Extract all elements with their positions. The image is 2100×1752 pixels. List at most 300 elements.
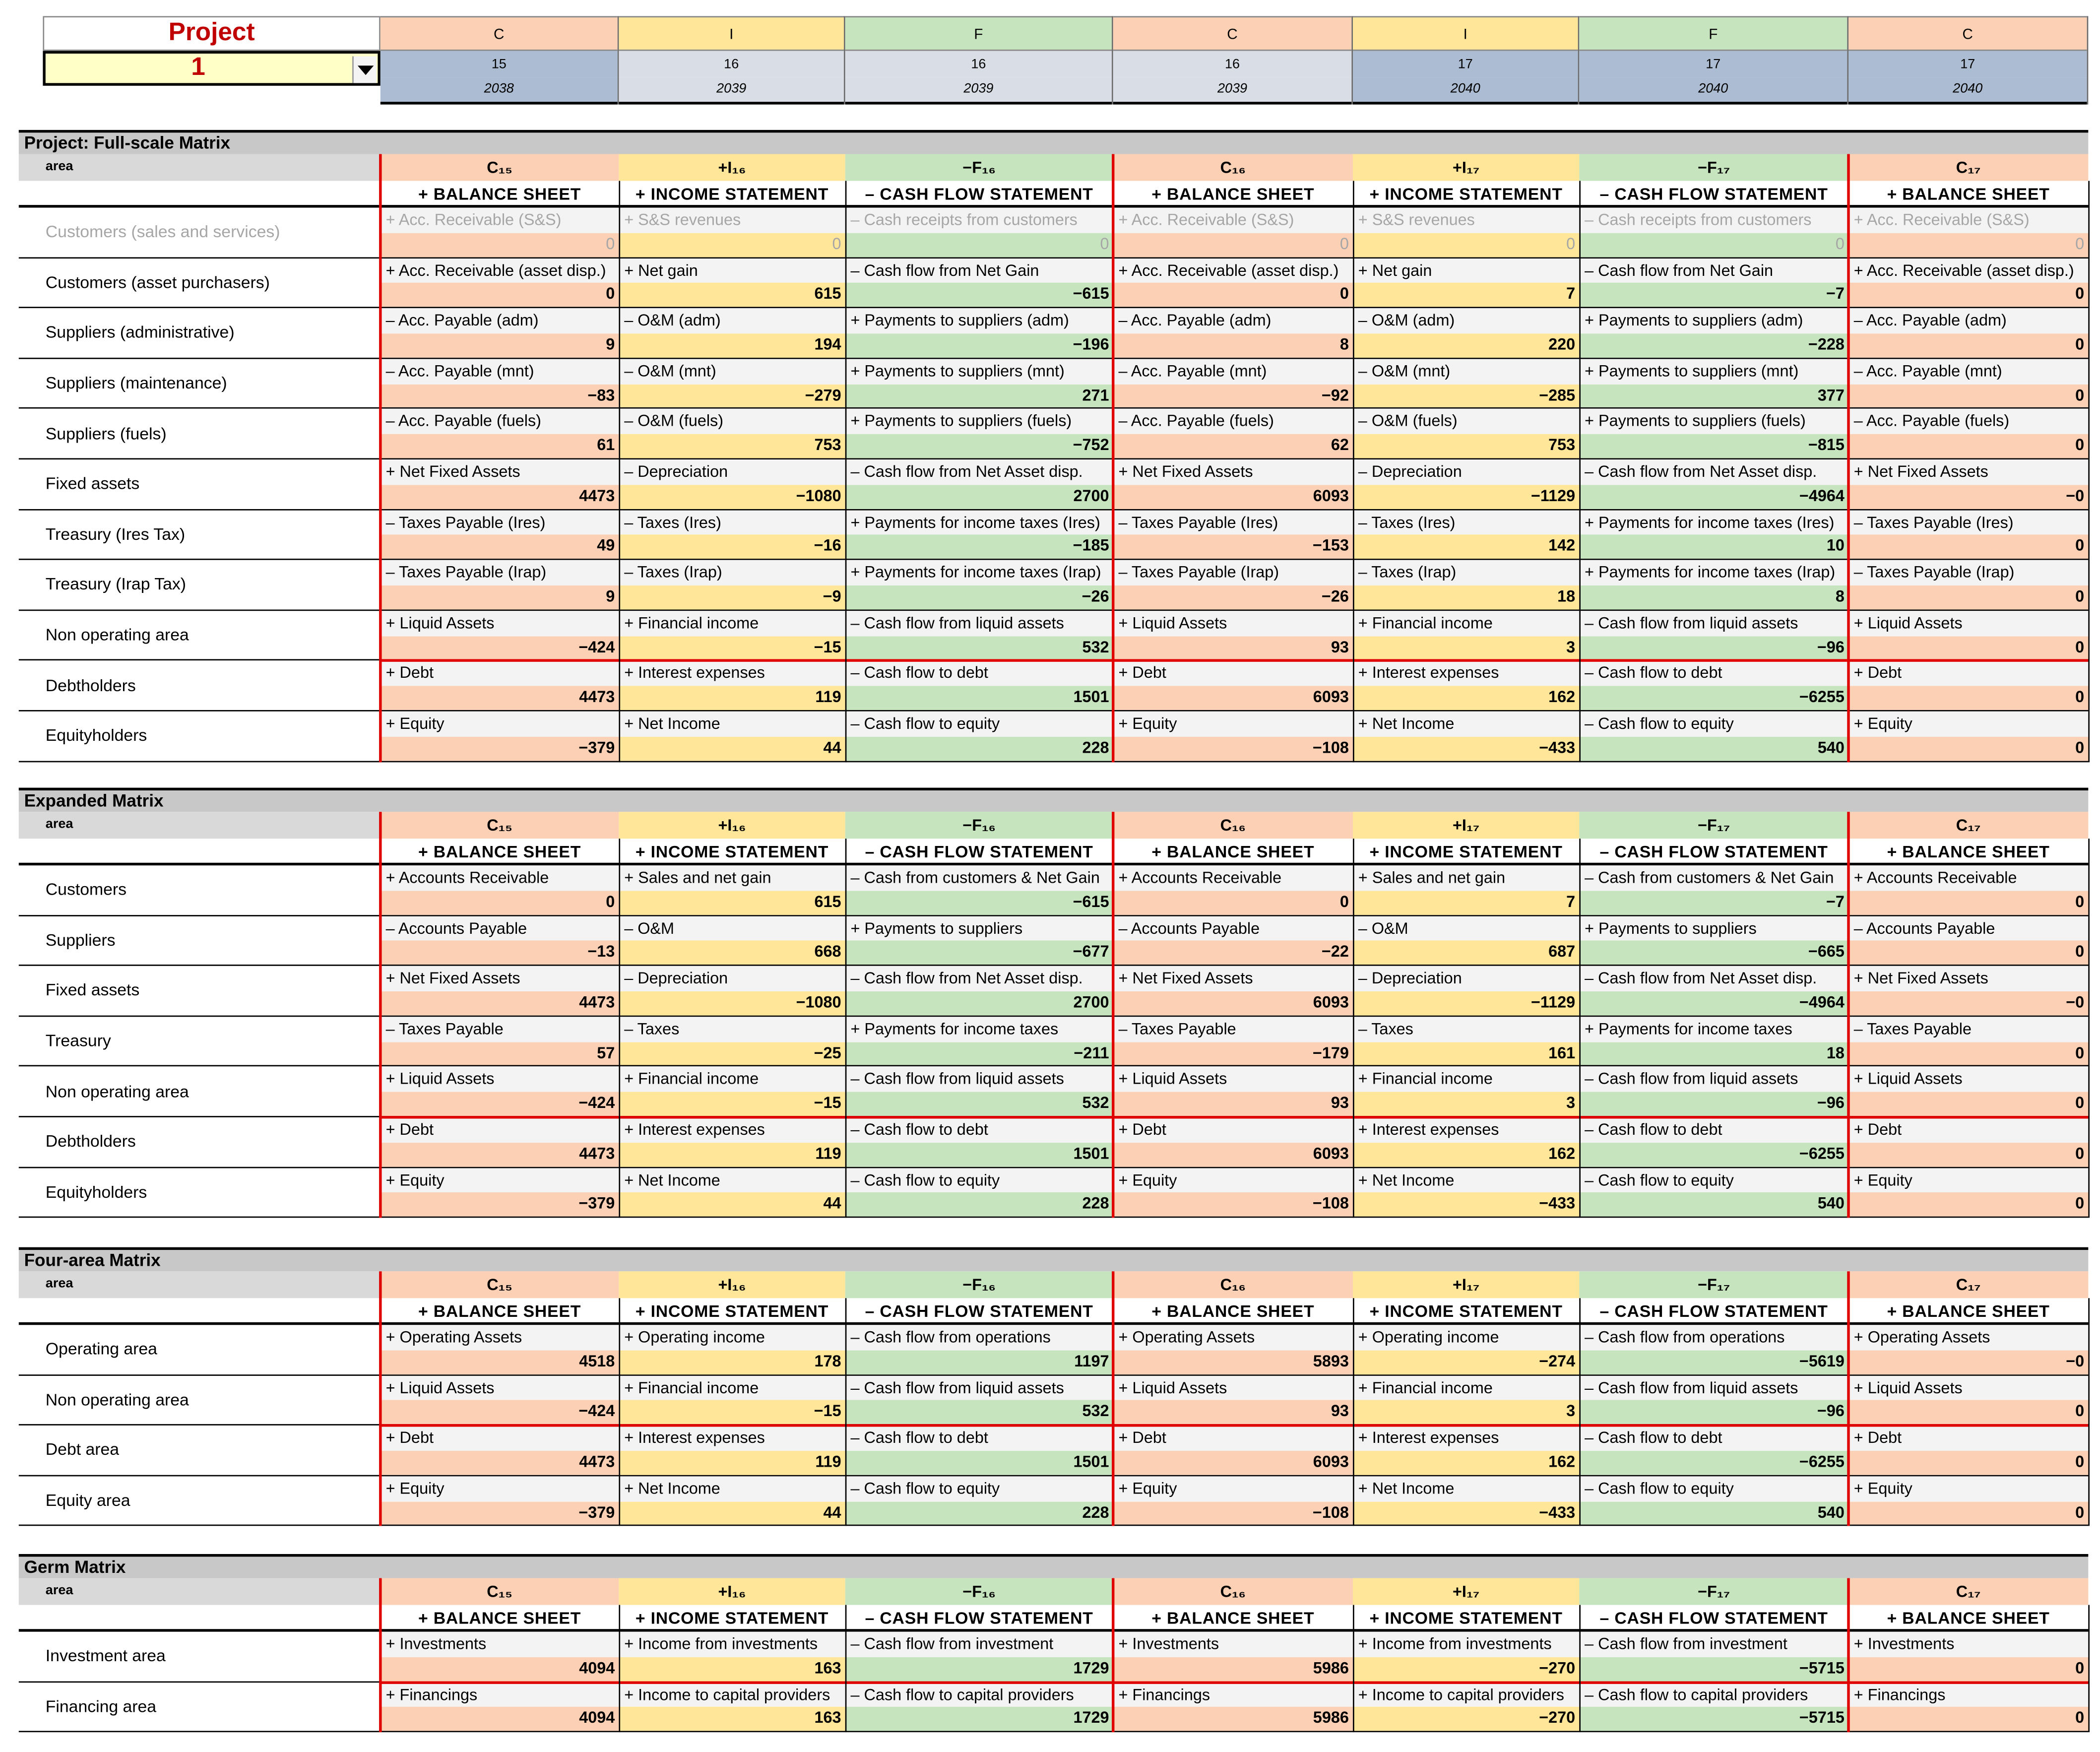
cell-account: + Income from investments bbox=[1353, 1632, 1579, 1657]
statement-title: + INCOME STATEMENT bbox=[1369, 185, 1563, 204]
table-row bbox=[19, 661, 2089, 712]
matrix-cell[interactable] bbox=[1848, 1476, 2088, 1527]
matrix-cell[interactable] bbox=[1113, 258, 1353, 309]
matrix-cell[interactable] bbox=[381, 611, 619, 661]
matrix-cell[interactable] bbox=[1113, 916, 1353, 967]
matrix-cell[interactable] bbox=[381, 916, 619, 967]
cell-value: −815 bbox=[1579, 434, 1848, 458]
matrix-cell[interactable] bbox=[1353, 560, 1579, 611]
matrix-cell[interactable] bbox=[845, 409, 1113, 460]
matrix-cell[interactable] bbox=[845, 1426, 1113, 1476]
separator-line bbox=[381, 1116, 2089, 1118]
cell-account: + Equity bbox=[1848, 1168, 2088, 1193]
matrix-cell[interactable] bbox=[1113, 208, 1353, 259]
cell-account: – Taxes (Irap) bbox=[619, 560, 845, 585]
matrix-cell[interactable] bbox=[1353, 510, 1579, 561]
matrix-cell[interactable] bbox=[619, 1067, 845, 1117]
column-period: 16 bbox=[845, 51, 1112, 78]
matrix-cell[interactable] bbox=[1848, 1067, 2088, 1117]
matrix-cell[interactable] bbox=[1579, 409, 1848, 460]
matrix-cell[interactable] bbox=[1579, 1426, 1848, 1476]
table-row bbox=[19, 359, 2089, 409]
matrix-cell[interactable] bbox=[1353, 1325, 1579, 1375]
matrix-cell[interactable] bbox=[1579, 510, 1848, 561]
matrix-cell[interactable] bbox=[1353, 661, 1579, 712]
matrix-cell[interactable] bbox=[381, 510, 619, 561]
matrix-cell[interactable] bbox=[619, 1632, 845, 1683]
matrix-cell[interactable] bbox=[1353, 208, 1579, 259]
cell-value: −4964 bbox=[1579, 991, 1848, 1015]
cell-value: 1729 bbox=[845, 1657, 1113, 1681]
matrix-cell[interactable] bbox=[1113, 865, 1353, 916]
table-row bbox=[19, 258, 2089, 309]
matrix-cell[interactable] bbox=[1113, 1117, 1353, 1168]
matrix-cell[interactable] bbox=[1579, 916, 1848, 967]
matrix-cell[interactable] bbox=[619, 258, 845, 309]
matrix-cell[interactable] bbox=[381, 661, 619, 712]
cell-value: 0 bbox=[1848, 686, 2088, 710]
matrix-cell[interactable] bbox=[1848, 1168, 2088, 1218]
cell-account: – Taxes Payable (Ires) bbox=[1113, 510, 1353, 535]
matrix-cell[interactable] bbox=[845, 1632, 1113, 1683]
matrix-cell[interactable] bbox=[1353, 865, 1579, 916]
matrix-cell[interactable] bbox=[845, 560, 1113, 611]
matrix-cell[interactable] bbox=[1353, 1476, 1579, 1527]
cell-value: 0 bbox=[1113, 233, 1353, 257]
matrix-body bbox=[19, 865, 2089, 1218]
statement-title: + BALANCE SHEET bbox=[1887, 1302, 2050, 1321]
matrix-cell[interactable] bbox=[619, 1017, 845, 1067]
matrix-cell[interactable] bbox=[381, 258, 619, 309]
matrix-cell[interactable] bbox=[1848, 208, 2088, 259]
cell-account: + Liquid Assets bbox=[381, 1375, 619, 1401]
matrix-cell[interactable] bbox=[1848, 1375, 2088, 1426]
matrix-cell[interactable] bbox=[619, 865, 845, 916]
matrix-cell[interactable] bbox=[381, 1017, 619, 1067]
matrix-cell[interactable] bbox=[1579, 865, 1848, 916]
matrix-cell[interactable] bbox=[1113, 1632, 1353, 1683]
matrix-cell[interactable] bbox=[1848, 1017, 2088, 1067]
column-divider bbox=[2088, 181, 2090, 762]
matrix-cell[interactable] bbox=[1848, 1632, 2088, 1683]
matrix-cell[interactable] bbox=[845, 1682, 1113, 1733]
matrix-cell[interactable] bbox=[845, 258, 1113, 309]
cell-value: 271 bbox=[845, 384, 1113, 408]
matrix-cell[interactable] bbox=[1113, 611, 1353, 661]
matrix-cell[interactable] bbox=[619, 1117, 845, 1168]
matrix-cell[interactable] bbox=[845, 966, 1113, 1017]
matrix-cell[interactable] bbox=[381, 1632, 619, 1683]
matrix-cell[interactable] bbox=[1579, 1325, 1848, 1375]
matrix-cell[interactable] bbox=[1848, 510, 2088, 561]
cell-account: – Acc. Payable (mnt) bbox=[381, 359, 619, 384]
column-divider bbox=[619, 181, 620, 762]
column-type: F bbox=[1579, 16, 1847, 51]
period-divider bbox=[1112, 1578, 1114, 1733]
period-divider bbox=[1112, 154, 1114, 762]
matrix-cell[interactable] bbox=[1113, 309, 1353, 359]
matrix-cell[interactable] bbox=[1353, 1117, 1579, 1168]
table-row bbox=[19, 409, 2089, 460]
column-head: C₁₇ bbox=[1848, 812, 2088, 839]
matrix-cell[interactable] bbox=[1848, 560, 2088, 611]
matrix-cell[interactable] bbox=[1848, 258, 2088, 309]
statement-title: + INCOME STATEMENT bbox=[1369, 1302, 1563, 1321]
matrix-cell[interactable] bbox=[381, 1426, 619, 1476]
matrix-cell[interactable] bbox=[619, 309, 845, 359]
cell-account: + Debt bbox=[1113, 1117, 1353, 1143]
cell-account: – Cash flow from Net Asset disp. bbox=[1579, 459, 1848, 485]
cell-account: + Liquid Assets bbox=[1113, 611, 1353, 636]
period-column bbox=[1579, 16, 1848, 104]
matrix-cell[interactable] bbox=[845, 611, 1113, 661]
table-row bbox=[19, 1017, 2089, 1067]
matrix-cell[interactable] bbox=[1113, 1325, 1353, 1375]
matrix-cell[interactable] bbox=[1113, 359, 1353, 409]
matrix-cell[interactable] bbox=[1353, 1426, 1579, 1476]
matrix-cell[interactable] bbox=[381, 359, 619, 409]
matrix-cell[interactable] bbox=[1848, 611, 2088, 661]
matrix-cell[interactable] bbox=[1579, 661, 1848, 712]
matrix-cell[interactable] bbox=[381, 1067, 619, 1117]
matrix-cell[interactable] bbox=[619, 1168, 845, 1218]
column-head: +I₁₇ bbox=[1353, 154, 1579, 181]
cell-value: 0 bbox=[1113, 891, 1353, 914]
matrix-cell[interactable] bbox=[1848, 409, 2088, 460]
matrix-cell[interactable] bbox=[1848, 966, 2088, 1017]
cell-value: −274 bbox=[1353, 1350, 1579, 1374]
cell-account: + Interest expenses bbox=[1353, 661, 1579, 686]
cell-value: 532 bbox=[845, 1092, 1113, 1116]
cell-account: + Net Fixed Assets bbox=[381, 966, 619, 991]
matrix-cell[interactable] bbox=[1848, 1117, 2088, 1168]
matrix-cell[interactable] bbox=[1113, 459, 1353, 510]
area-header-row bbox=[19, 154, 2089, 181]
matrix-cell[interactable] bbox=[1113, 712, 1353, 762]
matrix-cell[interactable] bbox=[381, 1168, 619, 1218]
cell-account: + S&S revenues bbox=[619, 208, 845, 233]
matrix-cell[interactable] bbox=[845, 208, 1113, 259]
matrix-cell[interactable] bbox=[381, 409, 619, 460]
cell-account: – Cash flow from liquid assets bbox=[845, 1067, 1113, 1092]
matrix-cell[interactable] bbox=[1579, 459, 1848, 510]
matrix-cell[interactable] bbox=[845, 1375, 1113, 1426]
cell-value: 93 bbox=[1113, 636, 1353, 659]
cell-value: 93 bbox=[1113, 1092, 1353, 1116]
cell-account: + Liquid Assets bbox=[1113, 1067, 1353, 1092]
matrix-cell[interactable] bbox=[1579, 309, 1848, 359]
cell-account: + Acc. Receivable (S&S) bbox=[1848, 208, 2088, 233]
cell-account: + Financial income bbox=[619, 1375, 845, 1401]
matrix-cell[interactable] bbox=[1579, 611, 1848, 661]
cell-value: −279 bbox=[619, 384, 845, 408]
matrix-cell[interactable] bbox=[1353, 611, 1579, 661]
matrix-cell[interactable] bbox=[381, 560, 619, 611]
matrix-cell[interactable] bbox=[845, 459, 1113, 510]
column-head: +I₁₆ bbox=[619, 812, 845, 839]
matrix-cell[interactable] bbox=[845, 661, 1113, 712]
column-year: 2039 bbox=[619, 78, 844, 105]
cell-account: + Payments to suppliers bbox=[1579, 916, 1848, 941]
matrix-cell[interactable] bbox=[619, 611, 845, 661]
cell-account: – Cash flow from Net Asset disp. bbox=[1579, 966, 1848, 991]
cell-value: 1197 bbox=[845, 1350, 1113, 1374]
matrix-cell[interactable] bbox=[619, 661, 845, 712]
matrix-cell[interactable] bbox=[1579, 1476, 1848, 1527]
matrix-cell[interactable] bbox=[1353, 966, 1579, 1017]
matrix-cell[interactable] bbox=[1353, 1168, 1579, 1218]
cell-value: 7 bbox=[1353, 283, 1579, 307]
matrix-cell[interactable] bbox=[1353, 712, 1579, 762]
cell-account: – Cash flow from liquid assets bbox=[1579, 611, 1848, 636]
cell-value: 162 bbox=[1353, 686, 1579, 710]
cell-value: −0 bbox=[1848, 485, 2088, 509]
cell-value: 4473 bbox=[381, 1143, 619, 1167]
cell-value: −615 bbox=[845, 891, 1113, 914]
matrix-cell[interactable] bbox=[619, 359, 845, 409]
cell-account: – Cash flow from liquid assets bbox=[845, 611, 1113, 636]
cell-account: – Accounts Payable bbox=[1848, 916, 2088, 941]
matrix-cell[interactable] bbox=[619, 208, 845, 259]
cell-value: 0 bbox=[1848, 941, 2088, 965]
period-divider bbox=[1847, 154, 1849, 762]
matrix-cell[interactable] bbox=[619, 966, 845, 1017]
matrix-cell[interactable] bbox=[381, 1117, 619, 1168]
cell-account: + Equity bbox=[1113, 1476, 1353, 1501]
matrix-cell[interactable] bbox=[1353, 1682, 1579, 1733]
matrix-cell[interactable] bbox=[381, 1325, 619, 1375]
matrix-cell[interactable] bbox=[1848, 309, 2088, 359]
matrix-cell[interactable] bbox=[381, 459, 619, 510]
cell-value: 6093 bbox=[1113, 991, 1353, 1015]
matrix-cell[interactable] bbox=[845, 1067, 1113, 1117]
matrix-cell[interactable] bbox=[1848, 712, 2088, 762]
matrix-cell[interactable] bbox=[381, 865, 619, 916]
cell-value: 162 bbox=[1353, 1451, 1579, 1475]
matrix-cell[interactable] bbox=[1579, 208, 1848, 259]
statement-title: – CASH FLOW STATEMENT bbox=[1599, 843, 1828, 862]
matrix-cell[interactable] bbox=[845, 865, 1113, 916]
cell-account: + Investments bbox=[1848, 1632, 2088, 1657]
matrix-cell[interactable] bbox=[381, 966, 619, 1017]
dropdown-arrow-icon[interactable] bbox=[352, 56, 377, 83]
matrix-cell[interactable] bbox=[1848, 865, 2088, 916]
matrix-cell[interactable] bbox=[619, 459, 845, 510]
cell-account: + Income to capital providers bbox=[1353, 1682, 1579, 1707]
matrix-cell[interactable] bbox=[845, 510, 1113, 561]
matrix-cell[interactable] bbox=[381, 208, 619, 259]
matrix-cell[interactable] bbox=[1113, 560, 1353, 611]
cell-value: 163 bbox=[619, 1707, 845, 1731]
cell-value: 540 bbox=[1579, 1501, 1848, 1525]
matrix-cell[interactable] bbox=[381, 1682, 619, 1733]
matrix-cell[interactable] bbox=[1113, 966, 1353, 1017]
cell-value: 220 bbox=[1353, 333, 1579, 357]
matrix-cell[interactable] bbox=[1848, 916, 2088, 967]
matrix-cell[interactable] bbox=[1113, 1426, 1353, 1476]
period-column bbox=[845, 16, 1113, 104]
cell-account: – Acc. Payable (mnt) bbox=[1848, 359, 2088, 384]
matrix-cell[interactable] bbox=[619, 1375, 845, 1426]
column-head: C₁₆ bbox=[1113, 154, 1353, 181]
column-head: +I₁₇ bbox=[1353, 812, 1579, 839]
statement-title: + BALANCE SHEET bbox=[1151, 185, 1315, 204]
matrix-cell[interactable] bbox=[845, 916, 1113, 967]
matrix-cell[interactable] bbox=[1113, 1017, 1353, 1067]
table-row bbox=[19, 1168, 2089, 1218]
cell-value: 3 bbox=[1353, 1401, 1579, 1425]
cell-value: 18 bbox=[1579, 1042, 1848, 1066]
matrix-cell[interactable] bbox=[1579, 1375, 1848, 1426]
row-label: Suppliers (fuels) bbox=[19, 409, 381, 460]
matrix-cell[interactable] bbox=[845, 1117, 1113, 1168]
matrix-cell[interactable] bbox=[1353, 916, 1579, 967]
section-title: Germ Matrix bbox=[19, 1554, 2089, 1578]
matrix-cell[interactable] bbox=[1848, 459, 2088, 510]
matrix-cell[interactable] bbox=[1113, 1375, 1353, 1426]
matrix-cell[interactable] bbox=[845, 309, 1113, 359]
matrix-body bbox=[19, 1325, 2089, 1526]
matrix-cell[interactable] bbox=[619, 1325, 845, 1375]
matrix-cell[interactable] bbox=[1848, 1325, 2088, 1375]
matrix-cell[interactable] bbox=[619, 409, 845, 460]
matrix-cell[interactable] bbox=[1113, 1476, 1353, 1527]
matrix-cell[interactable] bbox=[619, 560, 845, 611]
matrix-cell[interactable] bbox=[1113, 1168, 1353, 1218]
matrix-cell[interactable] bbox=[845, 1168, 1113, 1218]
matrix-cell[interactable] bbox=[619, 916, 845, 967]
matrix-cell[interactable] bbox=[1113, 1682, 1353, 1733]
matrix-cell[interactable] bbox=[1113, 510, 1353, 561]
matrix-cell[interactable] bbox=[1579, 712, 1848, 762]
cell-account: + Net gain bbox=[1353, 258, 1579, 283]
row-label: Investment area bbox=[19, 1632, 381, 1683]
matrix-cell[interactable] bbox=[1353, 1375, 1579, 1426]
row-label: Treasury bbox=[19, 1017, 381, 1067]
cell-value: 2700 bbox=[845, 991, 1113, 1015]
matrix-cell[interactable] bbox=[619, 510, 845, 561]
matrix-cell[interactable] bbox=[1579, 1682, 1848, 1733]
matrix-cell[interactable] bbox=[1113, 661, 1353, 712]
column-type: C bbox=[381, 16, 618, 51]
matrix-cell[interactable] bbox=[1579, 359, 1848, 409]
matrix-cell[interactable] bbox=[1113, 1067, 1353, 1117]
cell-value: 228 bbox=[845, 736, 1113, 760]
matrix-cell[interactable] bbox=[619, 1426, 845, 1476]
column-year: 2040 bbox=[1579, 78, 1847, 105]
column-divider bbox=[845, 181, 847, 762]
cell-value: −83 bbox=[381, 384, 619, 408]
cell-account: – Cash flow to capital providers bbox=[845, 1682, 1113, 1707]
cell-value: −615 bbox=[845, 283, 1113, 307]
matrix-cell[interactable] bbox=[1579, 1632, 1848, 1683]
cell-account: – Acc. Payable (fuels) bbox=[1113, 409, 1353, 435]
table-row bbox=[19, 1426, 2089, 1476]
matrix-cell[interactable] bbox=[1353, 1017, 1579, 1067]
matrix-cell[interactable] bbox=[619, 1476, 845, 1527]
matrix-cell[interactable] bbox=[1353, 1632, 1579, 1683]
matrix-cell[interactable] bbox=[1848, 359, 2088, 409]
matrix-cell[interactable] bbox=[381, 309, 619, 359]
matrix-cell[interactable] bbox=[1848, 1682, 2088, 1733]
cell-value: 0 bbox=[381, 283, 619, 307]
matrix-cell[interactable] bbox=[1848, 661, 2088, 712]
column-head: −F₁₆ bbox=[845, 1271, 1113, 1298]
cell-value: 0 bbox=[1848, 1707, 2088, 1731]
cell-value: −1080 bbox=[619, 991, 845, 1015]
matrix-cell[interactable] bbox=[619, 712, 845, 762]
matrix-cell[interactable] bbox=[1579, 1168, 1848, 1218]
cell-account: + Financings bbox=[1848, 1682, 2088, 1707]
matrix-cell[interactable] bbox=[381, 712, 619, 762]
cell-value: 0 bbox=[1848, 535, 2088, 559]
area-header-row bbox=[19, 812, 2089, 839]
matrix-cell[interactable] bbox=[381, 1476, 619, 1527]
matrix-cell[interactable] bbox=[1579, 1067, 1848, 1117]
cell-account: – Cash from customers & Net Gain bbox=[1579, 865, 1848, 891]
cell-account: – Acc. Payable (adm) bbox=[1848, 309, 2088, 334]
cell-account: + Net Fixed Assets bbox=[1113, 459, 1353, 485]
matrix-cell[interactable] bbox=[845, 359, 1113, 409]
matrix-cell[interactable] bbox=[1579, 966, 1848, 1017]
cell-value: 0 bbox=[1848, 283, 2088, 307]
matrix-cell[interactable] bbox=[1353, 459, 1579, 510]
cell-value: −379 bbox=[381, 1501, 619, 1525]
matrix-cell[interactable] bbox=[1113, 409, 1353, 460]
matrix-cell[interactable] bbox=[845, 712, 1113, 762]
cell-value: 93 bbox=[1113, 1401, 1353, 1425]
cell-account: + Financings bbox=[1113, 1682, 1353, 1707]
matrix-cell[interactable] bbox=[845, 1476, 1113, 1527]
period-column bbox=[1353, 16, 1579, 104]
project-select[interactable] bbox=[43, 51, 380, 86]
column-head: +I₁₆ bbox=[619, 154, 845, 181]
matrix-cell[interactable] bbox=[1353, 409, 1579, 460]
matrix-cell[interactable] bbox=[845, 1325, 1113, 1375]
cell-account: + Income from investments bbox=[619, 1632, 845, 1657]
matrix-cell[interactable] bbox=[1579, 560, 1848, 611]
matrix-cell[interactable] bbox=[619, 1682, 845, 1733]
cell-value: 8 bbox=[1579, 585, 1848, 609]
matrix-cell[interactable] bbox=[845, 1017, 1113, 1067]
column-year: 2038 bbox=[381, 78, 618, 105]
matrix-cell[interactable] bbox=[1579, 1117, 1848, 1168]
matrix-cell[interactable] bbox=[1353, 258, 1579, 309]
matrix-cell[interactable] bbox=[1353, 1067, 1579, 1117]
cell-account: – Acc. Payable (mnt) bbox=[1113, 359, 1353, 384]
matrix-body bbox=[19, 1632, 2089, 1733]
cell-account: + Financial income bbox=[619, 1067, 845, 1092]
cell-account: – Cash flow to equity bbox=[845, 1476, 1113, 1501]
matrix-cell[interactable] bbox=[1848, 1426, 2088, 1476]
cell-value: 0 bbox=[1848, 233, 2088, 257]
cell-value: −26 bbox=[1113, 585, 1353, 609]
column-divider bbox=[619, 839, 620, 1218]
table-row bbox=[19, 611, 2089, 661]
matrix-cell[interactable] bbox=[1353, 309, 1579, 359]
column-head: C₁₅ bbox=[381, 812, 619, 839]
statement-title: + BALANCE SHEET bbox=[1151, 1302, 1315, 1321]
matrix-cell[interactable] bbox=[381, 1375, 619, 1426]
statement-title: + BALANCE SHEET bbox=[418, 1302, 581, 1321]
column-period: 15 bbox=[381, 51, 618, 78]
column-divider bbox=[1579, 839, 1581, 1218]
matrix-cell[interactable] bbox=[1579, 258, 1848, 309]
matrix-cell[interactable] bbox=[1579, 1017, 1848, 1067]
cell-value: 0 bbox=[1848, 1401, 2088, 1425]
matrix-cell[interactable] bbox=[1353, 359, 1579, 409]
cell-value: 6093 bbox=[1113, 1143, 1353, 1167]
